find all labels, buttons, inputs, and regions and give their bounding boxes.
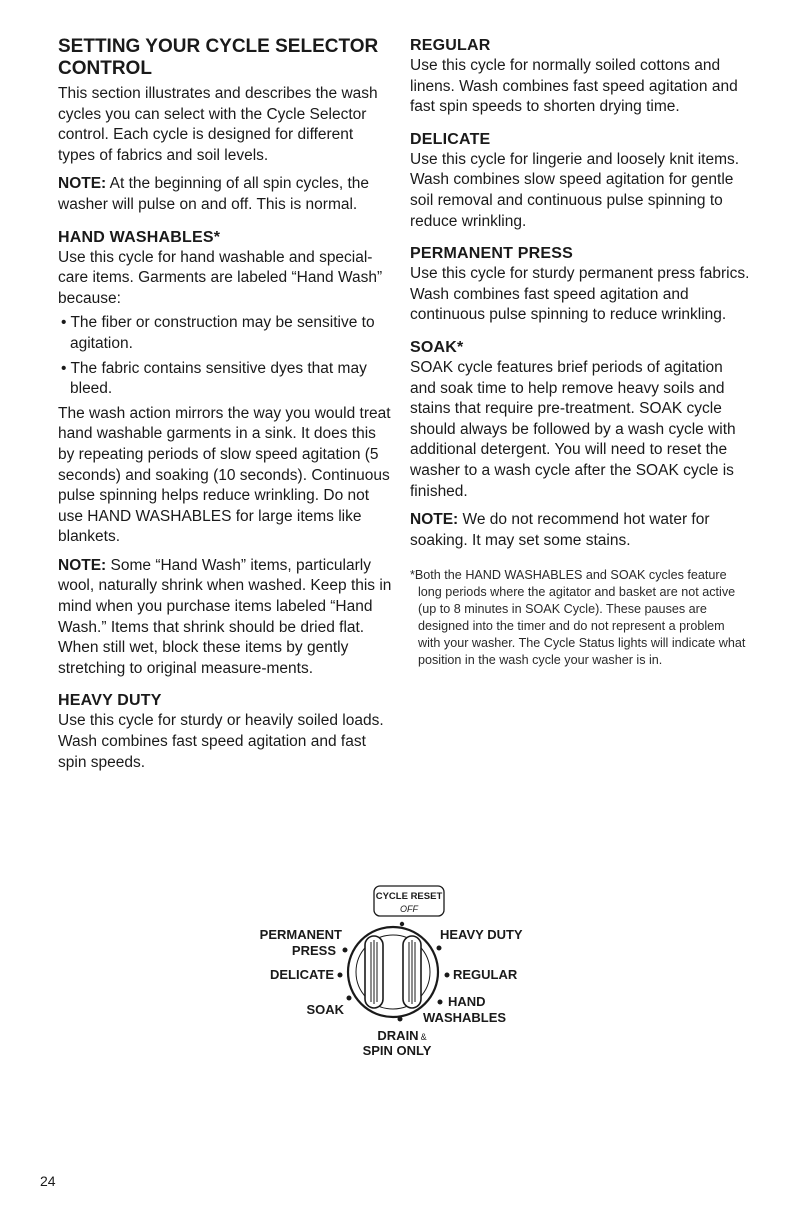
note-label: NOTE: (410, 511, 459, 529)
label-hand: HAND (448, 994, 486, 1009)
delicate-text: Use this cycle for lingerie and loosely knit items. Wash combines slow speed agitation for gentle soil removal and continuous pulse spinning to reduce wrinkling. (410, 150, 740, 230)
cycle-reset-label: CYCLE RESET (375, 891, 443, 902)
note-text: We do not recommend hot water for soaking. It may set some stains. (410, 511, 710, 549)
intro-paragraph: This section illustrates and describes the wash cycles you can select with the Cycle Selector control. Each cycle is designed for different types of fabrics and soil levels. (58, 85, 378, 164)
label-amp: & (420, 1032, 427, 1042)
soak-text: SOAK cycle features brief periods of agitation and soak time to help remove heavy soils and stains that require pre-treatment. SOAK cycle should always be followed by a wash cycle with additional detergent. You will need to reset the washer to a wash cycle after the SOAK cycle is finished. (410, 358, 736, 500)
hand-wash-note (58, 556, 394, 680)
cycle-selector-dial-illustration (250, 884, 530, 1094)
permanent-press-heading: PERMANENT PRESS (410, 245, 574, 263)
dot-regular (445, 973, 450, 978)
dot-delicate (338, 973, 343, 978)
note-label: NOTE: (58, 556, 107, 574)
regular-text: Use this cycle for normally soiled cottons and linens. Wash combines fast speed agitation and fast spin speeds to shorten drying time. (410, 57, 738, 116)
dot-off (400, 922, 404, 926)
label-press: PRESS (291, 943, 336, 958)
hand-washables-description: The wash action mirrors the way you would treat hand washable garments in a sink. It does this by repeating periods of slow speed agitation (5 seconds) and soaking (10 seconds). Continuous pulse spinning helps reduce wrinkling. Do not use HAND WASHABLES for large items like blankets. (58, 404, 391, 546)
note-label: NOTE: (58, 175, 107, 193)
page-number: 24 (40, 1173, 56, 1189)
note-text: Some “Hand Wash” items, particularly wool, naturally shrink when washed. Keep this in mind when you purchase items labeled “Hand Wash.” Items that shrink should be dried flat. When still wet, block these items by gently stretching to original measure-ments. (58, 556, 392, 677)
heavy-duty-heading: HEAVY DUTY (58, 692, 162, 710)
dot-heavy-duty (437, 946, 442, 951)
label-permanent: PERMANENT (259, 927, 342, 942)
left-column (58, 36, 394, 773)
right-column (410, 36, 750, 669)
soak-heading: SOAK* (410, 338, 464, 356)
hand-washables-bullets (58, 313, 394, 399)
section-title: SETTING YOUR CYCLE SELECTOR CONTROL (58, 36, 379, 79)
label-drain (377, 1028, 426, 1043)
dial-knob (348, 927, 438, 1017)
hand-washables-text: Use this cycle for hand washable and special-care items. Garments are labeled “Hand Wash” because: (58, 248, 383, 307)
soak-note (410, 510, 750, 551)
delicate-heading: DELICATE (410, 130, 491, 148)
dot-soak (347, 996, 352, 1001)
bullet-item: • The fiber or construction may be sensitive to agitation. (61, 314, 375, 352)
label-spin-only: SPIN ONLY (362, 1043, 432, 1058)
label-delicate: DELICATE (269, 967, 334, 982)
label-regular: REGULAR (453, 967, 518, 982)
label-washables: WASHABLES (423, 1010, 507, 1025)
label-drain-word: DRAIN (377, 1028, 419, 1043)
hand-washables-heading: HAND WASHABLES* (58, 228, 221, 246)
note-text: At the beginning of all spin cycles, the washer will pulse on and off. This is normal. (58, 175, 370, 213)
permanent-press-text: Use this cycle for sturdy permanent press fabrics. Wash combines fast speed agitation and continuous pulse spinning to reduce wrinkling. (410, 265, 750, 324)
regular-heading: REGULAR (410, 37, 491, 54)
footnote: *Both the HAND WASHABLES and SOAK cycles feature long periods where the agitator and basket are not active (up to 8 minutes in SOAK Cycle). These pauses are designed into the timer and do not represent a problem with your washer. The Cycle Status lights will indicate what position in the wash cycle your washer is in. (410, 568, 746, 668)
label-heavy-duty: HEAVY DUTY (440, 927, 523, 942)
spin-note (58, 174, 394, 215)
off-label: OFF (400, 904, 418, 914)
heavy-duty-text: Use this cycle for sturdy or heavily soiled loads. Wash combines fast speed agitation and fast spin speeds. (58, 712, 384, 771)
bullet-item: • The fabric contains sensitive dyes that may bleed. (61, 359, 367, 398)
label-soak: SOAK (306, 1002, 344, 1017)
dot-permanent-press (343, 948, 348, 953)
dot-hand (438, 1000, 443, 1005)
dot-drain-spin (398, 1017, 403, 1022)
